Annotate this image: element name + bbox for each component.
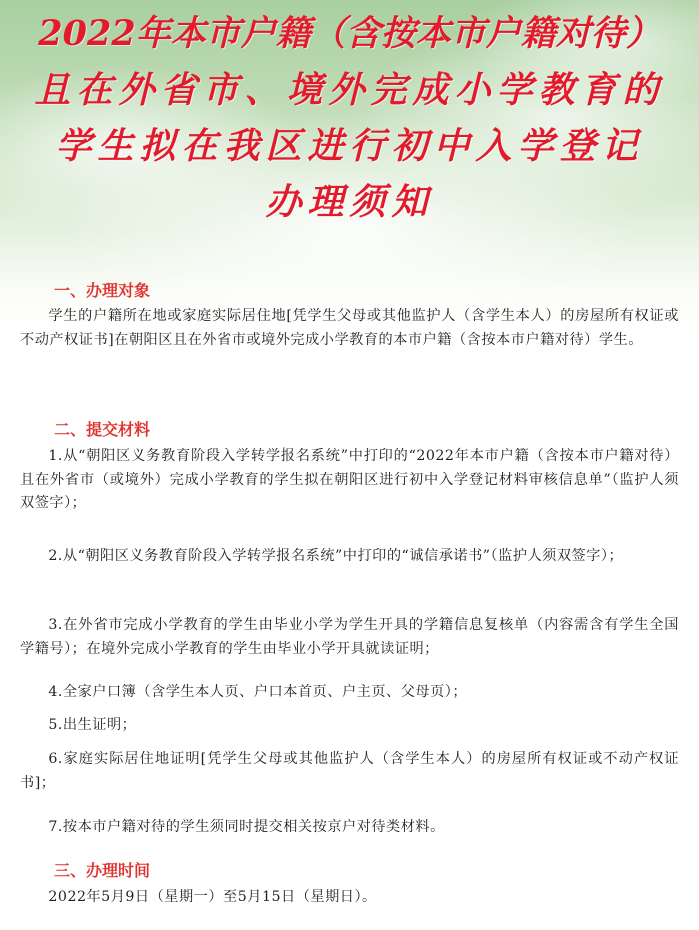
materials-item-3: 3.在外省市完成小学教育的学生由毕业小学为学生开具的学籍信息复核单（内容需含有学生全国学籍号）；在境外完成小学教育的学生由毕业小学开具就读证明； (20, 617, 679, 657)
document-title (0, 6, 699, 230)
title-line-1: 2022年本市户籍（含按本市户籍对待） (38, 13, 661, 54)
materials-item-7: 7.按本市户籍对待的学生须同时提交相关按京户对待类材料。 (48, 819, 445, 835)
materials-item-6: 6.家庭实际居住地证明[凭学生父母或其他监护人（含学生本人）的房屋所有权证或不动产权证书]； (20, 751, 679, 791)
title-line-2: 且在外省市、境外完成小学教育的 (34, 69, 665, 111)
materials-item-1: 1.从“朝阳区义务教育阶段入学转学报名系统”中打印的“2022年本市户籍（含按本市户籍对待）且在外省市（或境外）完成小学教育的学生拟在朝阳区进行初中入学登记材料审核信息单”（监护人须双签字）； (20, 448, 679, 511)
materials-item-4: 4.全家户口簿（含学生本人页、户口本首页、户主页、父母页）； (48, 684, 468, 700)
title-line-4: 办理须知 (265, 181, 434, 223)
section-heading-target: 一、办理对象 (54, 281, 151, 300)
section-heading-materials: 二、提交材料 (54, 420, 151, 439)
section-heading-time: 三、办理时间 (54, 861, 151, 880)
materials-item-5: 5.出生证明； (48, 717, 137, 733)
title-line-3: 学生拟在我区进行初中入学登记 (55, 125, 644, 167)
materials-item-2: 2.从“朝阳区义务教育阶段入学转学报名系统”中打印的“诚信承诺书”（监护人须双签字）； (48, 548, 624, 564)
section-time-text: 2022年5月9日（星期一）至5月15日（星期日）。 (48, 889, 377, 905)
section-target-text: 学生的户籍所在地或家庭实际居住地[凭学生父母或其他监护人（含学生本人）的房屋所有权证或不动产权证书]在朝阳区且在外省市或境外完成小学教育的本市户籍（含按本市户籍对待）学生。 (20, 308, 679, 348)
